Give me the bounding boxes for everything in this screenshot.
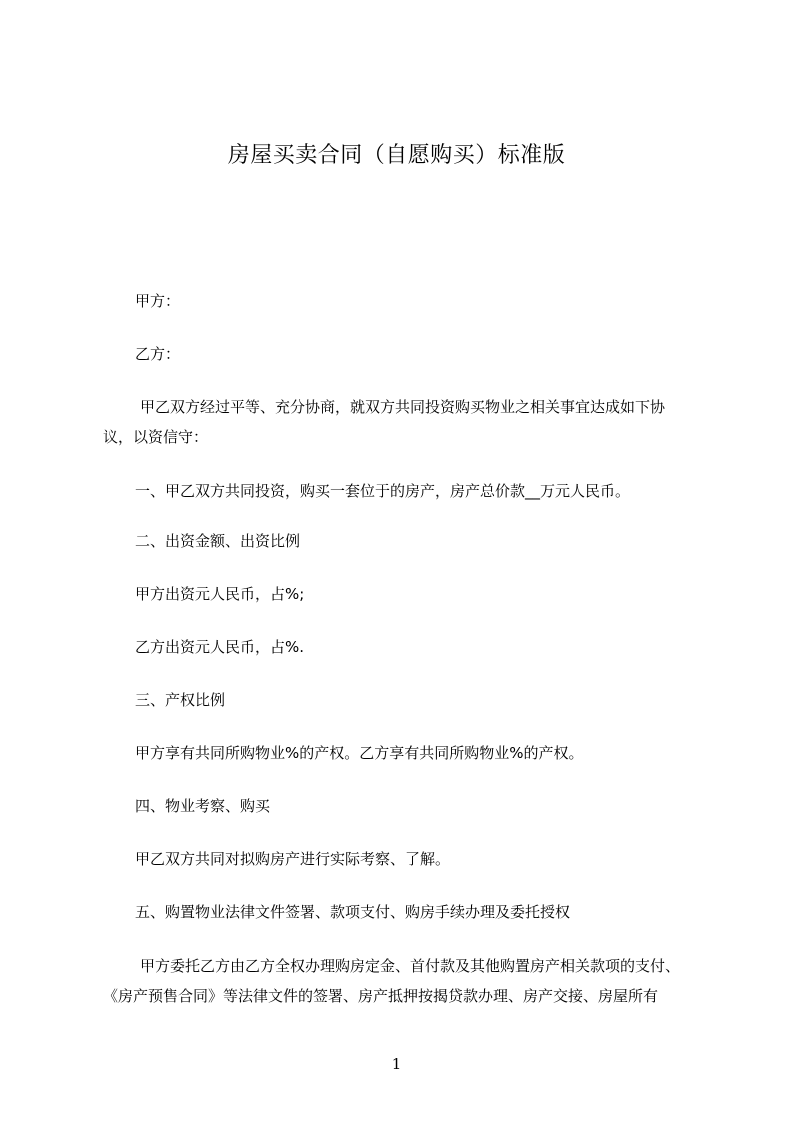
clause-2-heading: 二、出资金额、出资比例 xyxy=(135,532,301,550)
clause-5-heading: 五、购置物业法律文件签署、款项支付、购房手续办理及委托授权 xyxy=(135,903,571,921)
party-b-label: 乙方： xyxy=(135,345,181,363)
intro-paragraph-line-2: 议，以资信守： xyxy=(103,428,209,446)
document-title: 房屋买卖合同（自愿购买）标准版 xyxy=(227,143,566,168)
clause-2-party-a: 甲方出资元人民币，占%; xyxy=(135,585,305,603)
clause-1-text: 一、甲乙双方共同投资，购买一套位于的房产，房产总价款__万元人民币。 xyxy=(135,482,631,500)
clause-2-party-b: 乙方出资元人民币，占%. xyxy=(135,638,305,656)
party-a-label: 甲方： xyxy=(135,292,181,310)
clause-5-paragraph-line-2: 《房产预售合同》等法律文件的签署、房产抵押按揭贷款办理、房产交接、房屋所有 xyxy=(103,987,659,1005)
clause-3-heading: 三、产权比例 xyxy=(135,691,226,709)
page-number: 1 xyxy=(391,1055,402,1073)
clause-5-paragraph-line-1: 甲方委托乙方由乙方全权办理购房定金、首付款及其他购置房产相关款项的支付、 xyxy=(140,957,681,975)
clause-3-text: 甲方享有共同所购物业%的产权。乙方享有共同所购物业%的产权。 xyxy=(135,744,584,762)
intro-paragraph-line-1: 甲乙双方经过平等、充分协商，就双方共同投资购买物业之相关事宜达成如下协 xyxy=(140,398,666,416)
clause-4-text: 甲乙双方共同对拟购房产进行实际考察、了解。 xyxy=(135,850,451,868)
clause-4-heading: 四、物业考察、购买 xyxy=(135,797,271,815)
